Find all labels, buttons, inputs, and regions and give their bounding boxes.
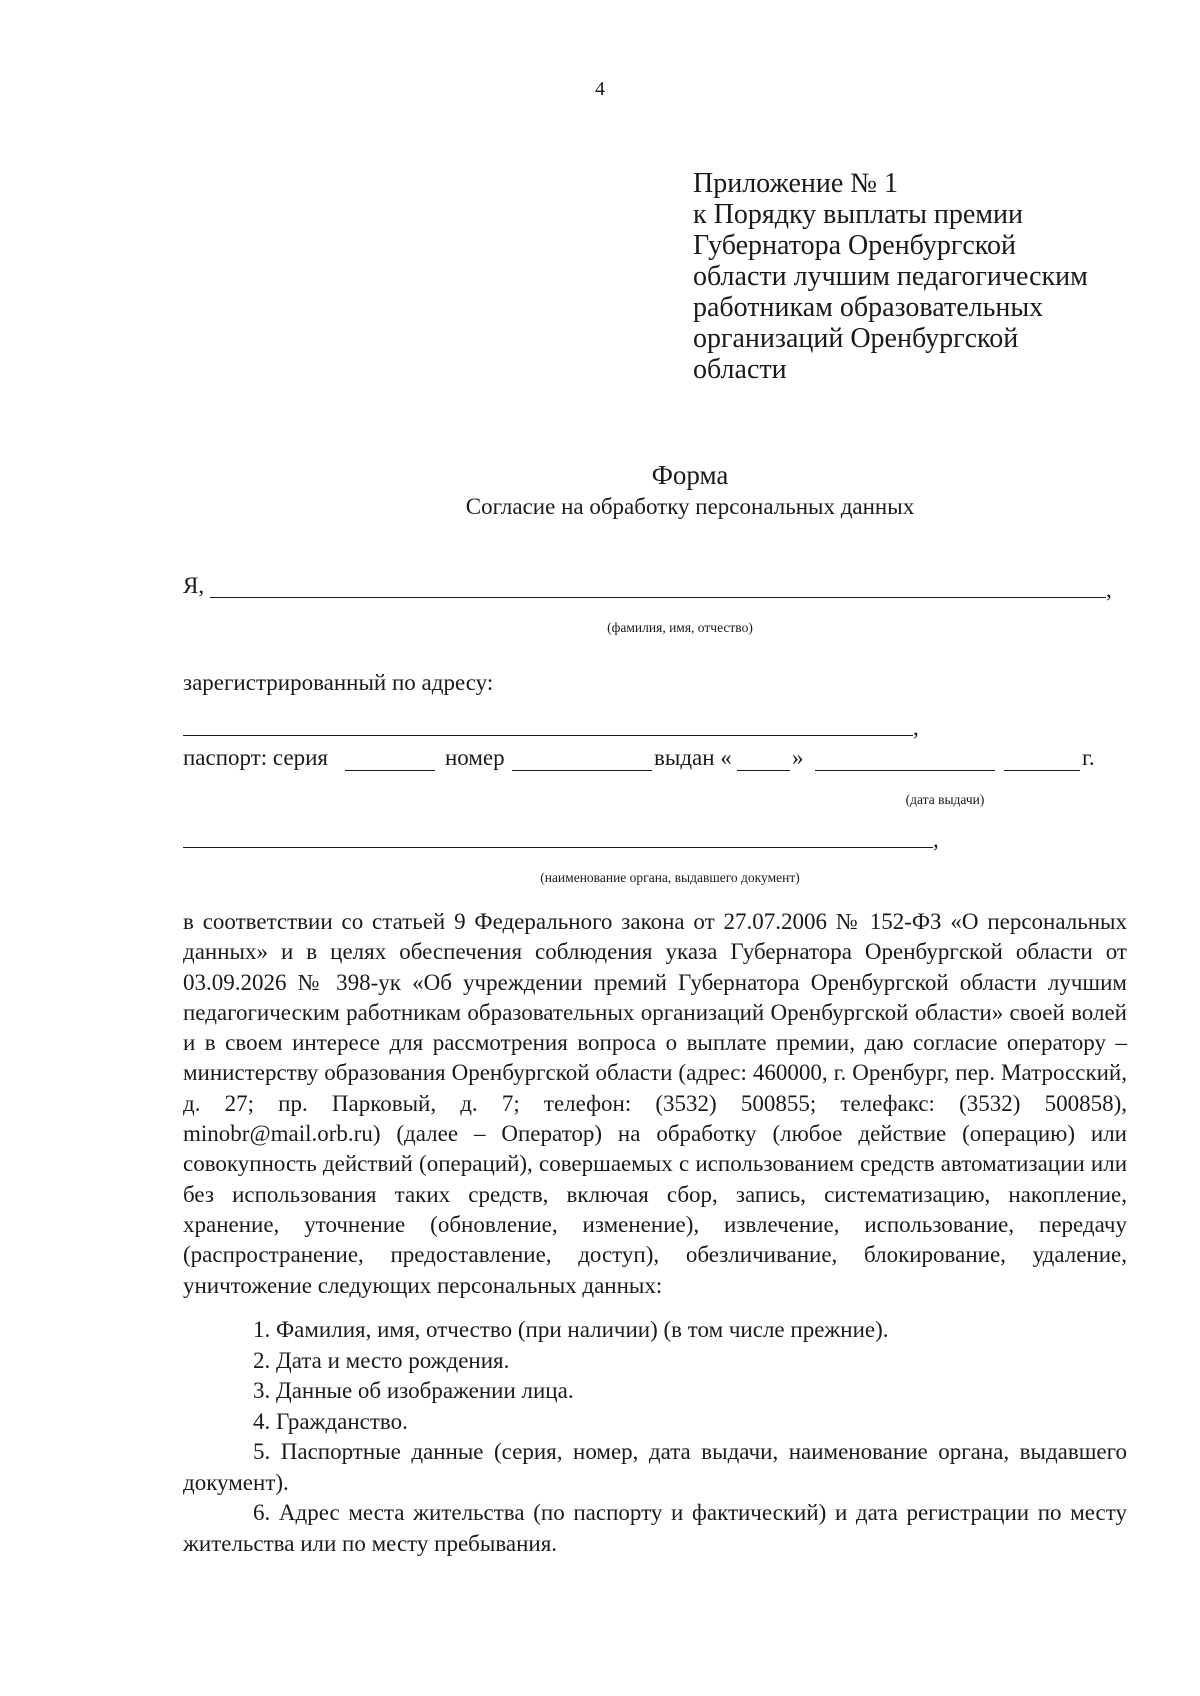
address-comma: ,	[913, 715, 919, 740]
appendix-line: области лучшим педагогическим	[693, 261, 1088, 292]
form-subtitle: Согласие на обработку персональных данных	[465, 494, 915, 519]
i-label: Я,	[183, 573, 205, 598]
list-item: 4. Гражданство.	[253, 1408, 408, 1434]
page-number: 4	[595, 78, 605, 100]
appendix-line: организаций Оренбургской	[693, 323, 1019, 354]
consent-body-text: в соответствии со статьей 9 Федерального закона от 27.07.2006 № 152-ФЗ «О персональных данных» и в целях обеспечения соблюдения указа Губернатора Оренбургской области от 03.09.2026 № 398-ук «Об учреждении премий Губернатора Оренбургской области лучшим педагогическим работникам образовательных организаций Оренбургской области» своей волей и в своем интересе для рассмотрения вопроса о выплате премии, даю согласие оператору – министерству образования Оренбургской области (адрес: 460000, г. Оренбург, пер. Матросский, д. 27; пр. Парковый, д. 7; телефон: (3532) 500855; телефакс: (3532) 500858), minobr@mail.orb.ru) (далее – Оператор) на обработку (любое действие (операцию) или совокупность действий (операций), совершаемых с использованием средств автоматизации или без использования таких средств, включая сбор, запись, систематизацию, накопление, хранение, уточнение (обновление, изменение), извлечение, использование, передачу (распространение, предоставление, доступ), обезличивание, блокирование, удаление, уничтожение следующих персональных данных:	[183, 909, 1127, 1298]
list-item: 2. Дата и место рождения.	[253, 1347, 510, 1373]
issue-day-field[interactable]	[737, 770, 790, 771]
issued-label: выдан «	[654, 745, 732, 770]
list-item: 3. Данные об изображении лица.	[253, 1378, 574, 1403]
year-suffix: г.	[1082, 745, 1095, 770]
registered-label: зарегистрированный по адресу:	[183, 670, 494, 695]
address-field-line[interactable]	[183, 735, 913, 736]
list-item: 1. Фамилия, имя, отчество (при наличии) (в том числе прежние).	[253, 1317, 889, 1342]
appendix-line: области	[693, 354, 787, 385]
appendix-line: работникам образовательных	[693, 292, 1044, 323]
fio-field-line[interactable]	[210, 597, 1106, 598]
issuer-field-line[interactable]	[183, 847, 933, 848]
appendix-line: Приложение № 1	[693, 168, 898, 199]
list-item: 5. Паспортные данные (серия, номер, дата выдачи, наименование органа, выдавшего документ).	[183, 1439, 1127, 1495]
issue-date-hint: (дата выдачи)	[905, 792, 985, 807]
issue-year-field[interactable]	[1004, 770, 1080, 771]
fio-hint: (фамилия, имя, отчество)	[607, 620, 753, 635]
issuer-hint: (наименование органа, выдавшего документ)	[540, 870, 800, 885]
passport-number-field[interactable]	[512, 770, 652, 771]
fio-comma: ,	[1106, 577, 1112, 602]
appendix-line: Губернатора Оренбургской	[693, 230, 1016, 261]
passport-series-label: паспорт: серия	[183, 745, 329, 770]
passport-number-label: номер	[445, 745, 505, 770]
issuer-comma: ,	[933, 827, 939, 852]
appendix-line: к Порядку выплаты премии	[693, 199, 1023, 230]
passport-series-field[interactable]	[345, 770, 435, 771]
issue-month-field[interactable]	[815, 770, 995, 771]
appendix-header	[693, 168, 1173, 385]
personal-data-list	[183, 1315, 1127, 1559]
list-item: 6. Адрес места жительства (по паспорту и фактический) и дата регистрации по месту жительства или по месту пребывания.	[183, 1500, 1127, 1556]
quote-close: »	[792, 745, 804, 770]
form-title: Форма	[651, 460, 729, 490]
